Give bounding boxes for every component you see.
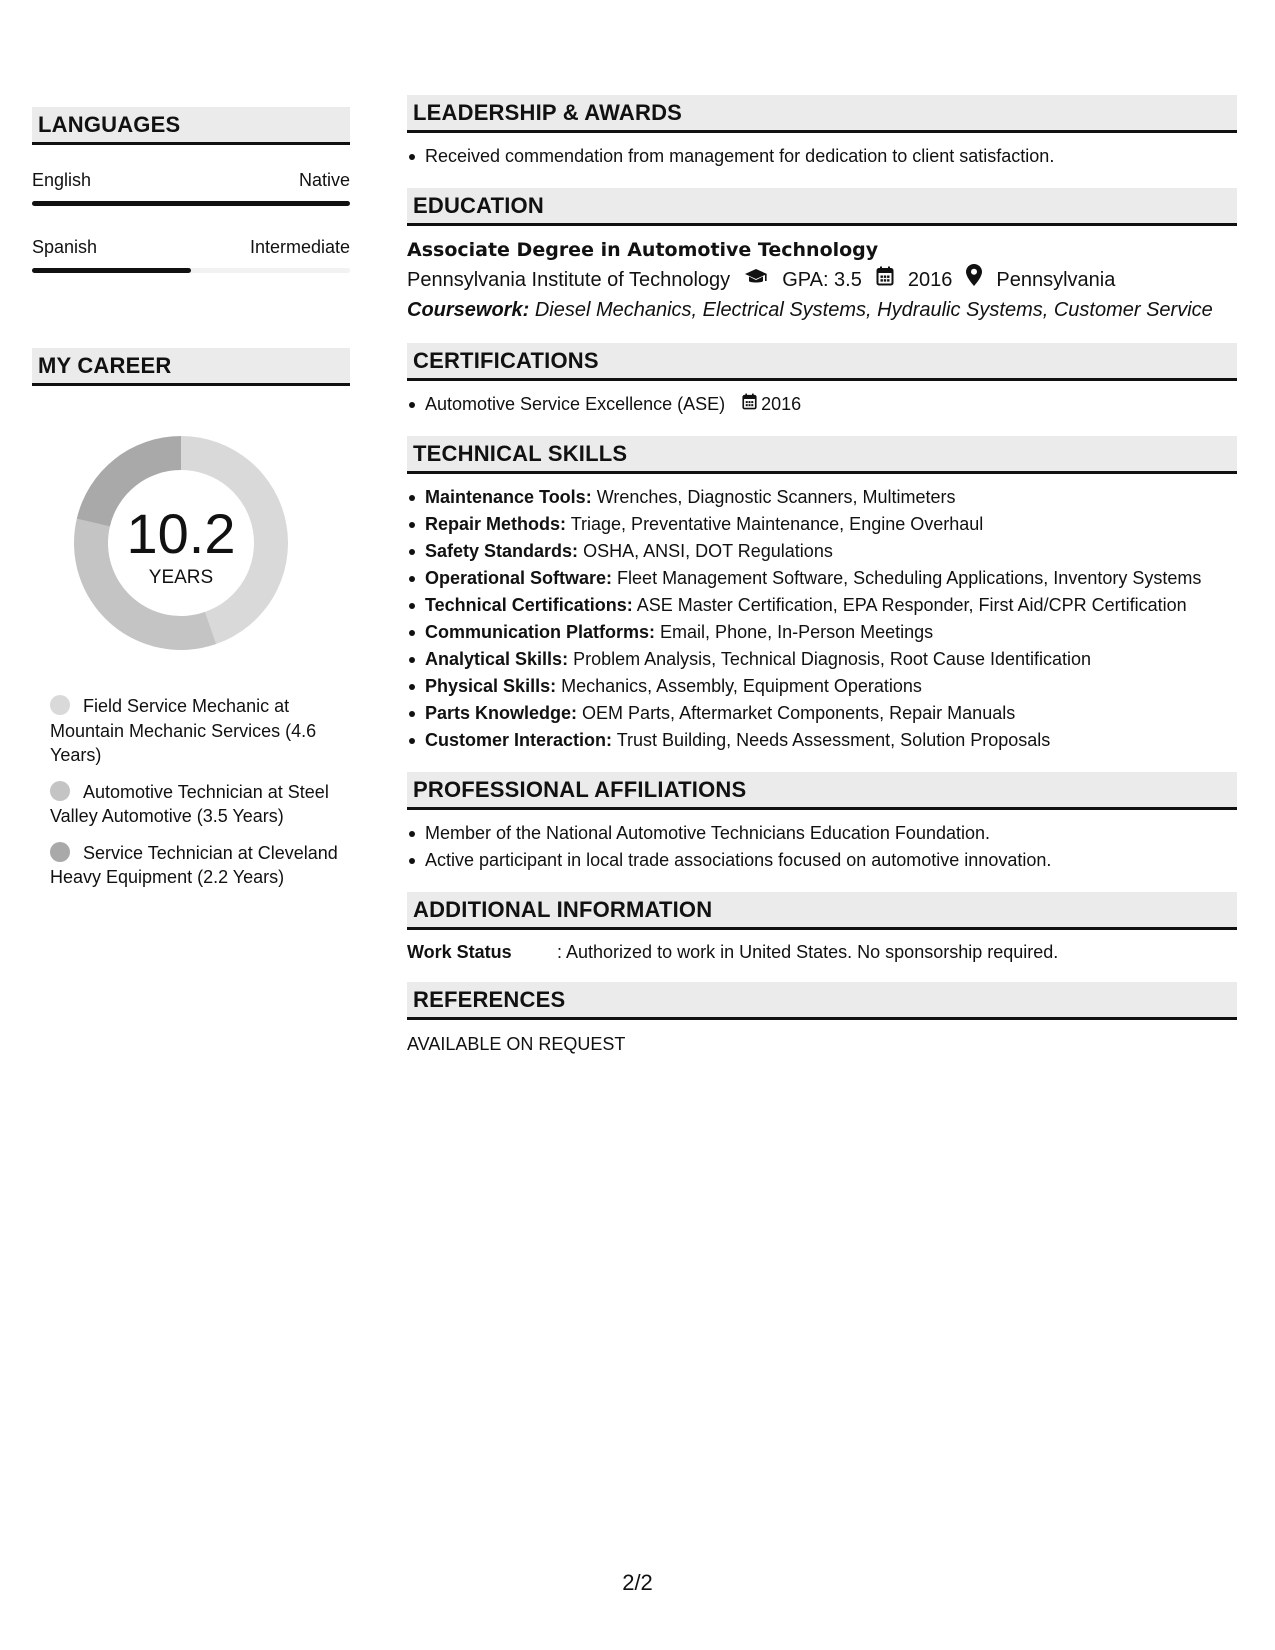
coursework	[407, 295, 1237, 325]
language-level: Native	[298, 170, 350, 190]
calendar-icon	[876, 265, 894, 295]
list-item	[407, 619, 1237, 646]
gpa: GPA: 3.5	[782, 268, 862, 291]
skills-heading: TECHNICAL SKILLS	[407, 436, 1237, 474]
coursework-list: Diesel Mechanics, Electrical Systems, Hydraulic Systems, Customer Service	[534, 299, 1213, 321]
school-location: Pennsylvania	[996, 268, 1116, 291]
list-item: Active participant in local trade associations focused on automotive innovation.	[407, 847, 1237, 874]
leadership-section	[407, 95, 1237, 170]
school-name: Pennsylvania Institute of Technology	[407, 268, 731, 291]
references-text: AVAILABLE ON REQUEST	[407, 1034, 626, 1054]
coursework-label: Coursework:	[407, 299, 530, 321]
skill-value: Triage, Preventative Maintenance, Engine Overhaul	[570, 514, 984, 534]
language-proficiency-fill	[32, 201, 350, 206]
affiliations-heading: PROFESSIONAL AFFILIATIONS	[407, 772, 1237, 810]
legend-dot	[50, 842, 70, 862]
career-legend-label: Automotive Technician at Steel Valley Automotive (3.5 Years)	[50, 781, 329, 826]
list-item	[407, 727, 1237, 754]
list-item	[407, 565, 1237, 592]
skill-label: Technical Certifications:	[425, 595, 633, 615]
skill-label: Analytical Skills:	[425, 649, 569, 669]
additional-section	[407, 892, 1237, 964]
skill-label: Maintenance Tools:	[425, 487, 592, 507]
certifications-section	[407, 343, 1237, 418]
skill-label: Communication Platforms:	[425, 622, 656, 642]
sidebar	[32, 107, 350, 902]
certifications-heading: CERTIFICATIONS	[407, 343, 1237, 381]
legend-dot	[50, 695, 70, 715]
certification-year: 2016	[761, 394, 802, 414]
leadership-heading: LEADERSHIP & AWARDS	[407, 95, 1237, 133]
skill-label: Safety Standards:	[425, 541, 579, 561]
graduation-cap-icon	[744, 265, 768, 295]
career-legend-item	[50, 841, 340, 890]
languages-heading: LANGUAGES	[32, 107, 350, 145]
career-total-years: 10.2	[126, 502, 236, 565]
page-number: 2/2	[622, 1570, 653, 1595]
list-item	[407, 673, 1237, 700]
additional-heading: ADDITIONAL INFORMATION	[407, 892, 1237, 930]
graduation-year: 2016	[907, 268, 953, 291]
skill-label: Operational Software:	[425, 568, 613, 588]
education-heading: EDUCATION	[407, 188, 1237, 226]
language-item	[32, 236, 350, 273]
map-pin-icon	[966, 264, 982, 295]
skill-value: Mechanics, Assembly, Equipment Operations	[561, 676, 922, 696]
skill-value: OSHA, ANSI, DOT Regulations	[583, 541, 833, 561]
skill-value: Email, Phone, In-Person Meetings	[660, 622, 934, 642]
skill-value: Wrenches, Diagnostic Scanners, Multimeters	[596, 487, 956, 507]
language-item	[32, 169, 350, 206]
list-item: Member of the National Automotive Technicians Education Foundation.	[407, 820, 1237, 847]
skill-label: Repair Methods:	[425, 514, 567, 534]
certification-name: Automotive Service Excellence (ASE)	[425, 394, 726, 414]
language-proficiency-bar	[32, 201, 350, 206]
skill-value: ASE Master Certification, EPA Responder, First Aid/CPR Certification	[636, 595, 1187, 615]
list-item	[407, 592, 1237, 619]
skill-label: Physical Skills:	[425, 676, 557, 696]
language-level: Intermediate	[249, 237, 350, 257]
degree-title: Associate Degree in Automotive Technology	[407, 239, 879, 261]
career-legend-item	[50, 780, 340, 829]
list-item	[407, 391, 1237, 418]
work-status-label: Work Status	[407, 942, 512, 962]
education-section	[407, 188, 1237, 325]
main-content	[407, 95, 1237, 1074]
career-legend-label: Service Technician at Cleveland Heavy Equipment (2.2 Years)	[50, 842, 338, 887]
language-name: Spanish	[32, 237, 98, 257]
references-heading: REFERENCES	[407, 982, 1237, 1020]
list-item	[407, 538, 1237, 565]
language-name: English	[32, 170, 92, 190]
career-donut-chart	[66, 428, 296, 658]
language-proficiency-bar	[32, 268, 350, 273]
skill-value: Fleet Management Software, Scheduling Applications, Inventory Systems	[617, 568, 1202, 588]
career-heading: MY CAREER	[32, 348, 350, 386]
list-item	[407, 484, 1237, 511]
list-item	[407, 646, 1237, 673]
skill-label: Customer Interaction:	[425, 730, 613, 750]
affiliations-section	[407, 772, 1237, 874]
skill-label: Parts Knowledge:	[425, 703, 578, 723]
references-section	[407, 982, 1237, 1056]
career-legend-item	[50, 694, 340, 768]
skills-section	[407, 436, 1237, 754]
legend-dot	[50, 781, 70, 801]
career-years-unit: YEARS	[148, 567, 214, 588]
skill-value: OEM Parts, Aftermarket Components, Repair Manuals	[582, 703, 1016, 723]
career-legend	[50, 694, 340, 890]
skill-value: Problem Analysis, Technical Diagnosis, Root Cause Identification	[573, 649, 1092, 669]
list-item: Received commendation from management for dedication to client satisfaction.	[407, 143, 1237, 170]
work-status-value: : Authorized to work in United States. No sponsorship required.	[557, 942, 1059, 962]
language-proficiency-fill	[32, 268, 191, 273]
list-item	[407, 511, 1237, 538]
calendar-icon	[742, 391, 761, 418]
list-item	[407, 700, 1237, 727]
career-legend-label: Field Service Mechanic at Mountain Mechanic Services (4.6 Years)	[50, 696, 317, 765]
skill-value: Trust Building, Needs Assessment, Solution Proposals	[616, 730, 1051, 750]
